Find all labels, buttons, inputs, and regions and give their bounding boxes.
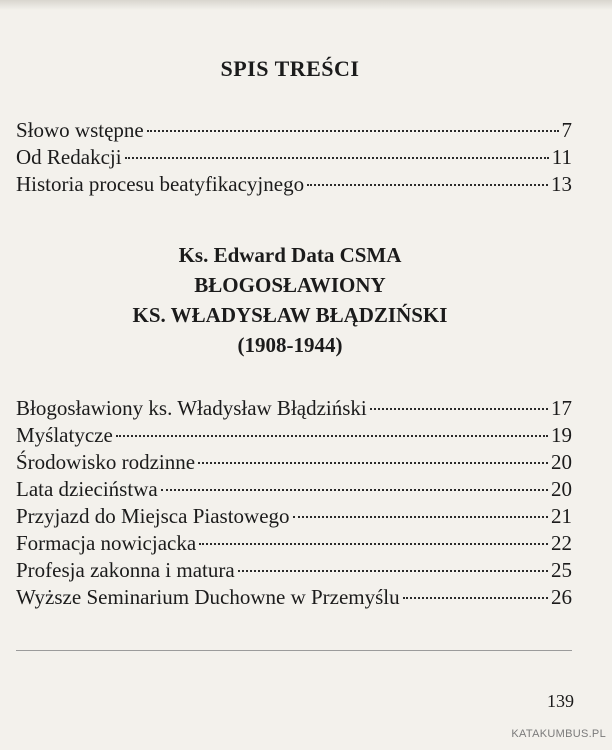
section-author: Ks. Edward Data CSMA <box>178 243 402 267</box>
toc-entry-page: 20 <box>551 477 572 501</box>
toc-entry-label: Przyjazd do Miejsca Piastowego <box>16 504 290 528</box>
toc-entry <box>16 449 572 476</box>
dot-leader <box>238 570 548 572</box>
toc-title: SPIS TREŚCI <box>220 56 360 81</box>
toc-entry-page: 25 <box>551 558 572 582</box>
toc-entry-label: Od Redakcji <box>16 145 122 169</box>
toc-entry <box>16 395 572 422</box>
toc-entry-label: Profesja zakonna i matura <box>16 558 235 582</box>
toc-entry-label: Słowo wstępne <box>16 118 144 142</box>
dot-leader <box>116 435 548 437</box>
toc-entry-page: 21 <box>551 504 572 528</box>
toc-entry <box>16 422 572 449</box>
section-title-line1: BŁOGOSŁAWIONY <box>194 273 386 297</box>
dot-leader <box>293 516 548 518</box>
toc-entry <box>16 503 572 530</box>
toc-entry-label: Lata dzieciństwa <box>16 477 158 501</box>
toc-front-matter <box>16 117 572 198</box>
dot-leader <box>147 130 559 132</box>
toc-entry <box>16 557 572 584</box>
toc-entry-page: 7 <box>561 118 572 142</box>
dot-leader <box>161 489 548 491</box>
toc-entry <box>16 530 572 557</box>
toc-entry-page: 13 <box>551 172 572 196</box>
toc-entry-page: 11 <box>551 145 572 169</box>
dot-leader <box>198 462 548 464</box>
watermark: KATAKUMBUS.PL <box>511 728 606 740</box>
toc-entry-label: Środowisko rodzinne <box>16 450 196 474</box>
toc-entry <box>16 144 572 171</box>
toc-entry-label: Historia procesu beatyfikacyjnego <box>16 172 305 196</box>
dot-leader <box>370 408 548 410</box>
page-edge-shadow <box>0 0 612 10</box>
toc-entry-label: Myślatycze <box>16 423 113 447</box>
toc-entry-label: Wyższe Seminarium Duchowne w Przemyślu <box>16 585 400 609</box>
toc-entry-label: Formacja nowicjacka <box>16 531 197 555</box>
section-years: (1908-1944) <box>237 333 343 357</box>
toc-entry-page: 22 <box>551 531 572 555</box>
toc-entry <box>16 584 572 611</box>
toc-entry-page: 26 <box>551 585 572 609</box>
dot-leader <box>403 597 548 599</box>
toc-section-entries <box>16 395 572 611</box>
section-heading <box>0 240 580 360</box>
section-title-line2: KS. WŁADYSŁAW BŁĄDZIŃSKI <box>132 303 448 327</box>
page-number: 139 <box>547 691 574 711</box>
toc-entry-page: 19 <box>551 423 572 447</box>
divider <box>16 650 572 651</box>
dot-leader <box>125 157 549 159</box>
toc-entry-label: Błogosławiony ks. Władysław Błądziński <box>16 396 367 420</box>
toc-entry <box>16 171 572 198</box>
toc-entry-page: 17 <box>551 396 572 420</box>
toc-entry <box>16 117 572 144</box>
dot-leader <box>307 184 548 186</box>
toc-entry <box>16 476 572 503</box>
dot-leader <box>199 543 548 545</box>
toc-entry-page: 20 <box>551 450 572 474</box>
